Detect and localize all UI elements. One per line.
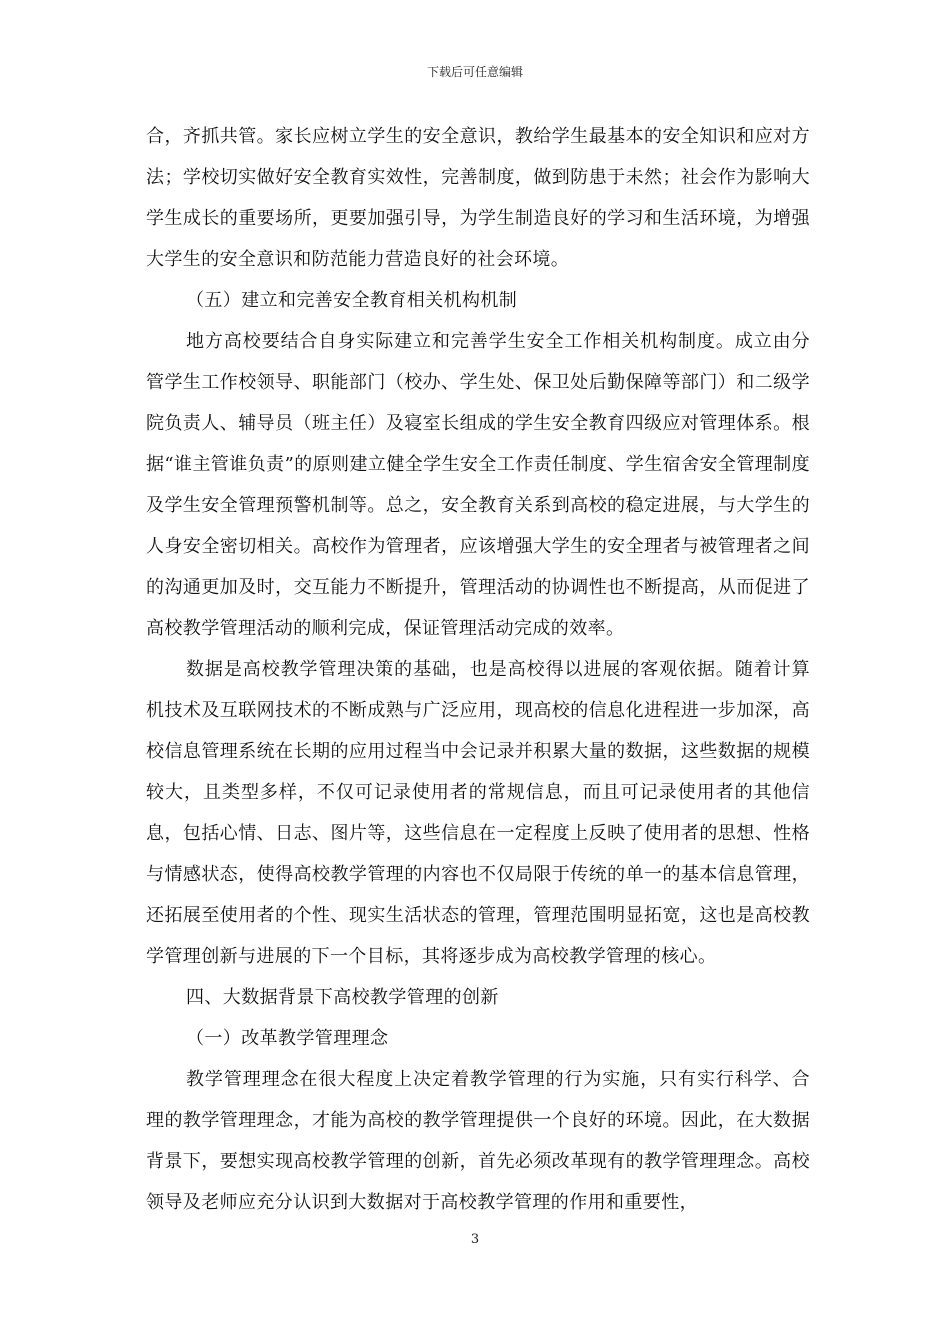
page-number: 3 <box>470 1232 480 1247</box>
subsection-heading-one: （一）改革教学管理理念 <box>186 1028 389 1049</box>
section-heading-five: （五）建立和完善安全教育相关机构机制 <box>186 290 518 311</box>
paragraph-institution-mechanism: 地方高校要结合自身实际建立和完善学生安全工作相关机构制度。成立由分管学生工作校领导、职能部门（校办、学生处、保卫处后勤保障等部门）和二级学院负责人、辅导员（班主任）及寝室长组成的学生安全教育四级应对管理体系。根据“谁主管谁负责”的原则建立健全学生安全工作责任制度、学生宿舍安全管理制度及学生安全管理预警机制等。总之，安全教育关系到高校的稳定进展，与大学生的人身安全密切相关。高校作为管理者，应该增强大学生的安全理者与被管理者之间的沟通更加及时，交互能力不断提升，管理活动的协调性也不断提高，从而促进了高校教学管理活动的顺利完成，保证管理活动完成的效率。 <box>146 331 810 639</box>
section-heading-four: 四、大数据背景下高校教学管理的创新 <box>186 987 499 1008</box>
paragraph-data-basis: 数据是高校教学管理决策的基础，也是高校得以进展的客观依据。随着计算机技术及互联网技术的不断成熟与广泛应用，现高校的信息化进程进一步加深，高校信息管理系统在长期的应用过程当中会记录并积累大量的数据，这些数据的规模较大，且类型多样，不仅可记录使用者的常规信息，而且可记录使用者的其他信息，包括心情、日志、图片等，这些信息在一定程度上反映了使用者的思想、性格与情感状态，使得高校教学管理的内容也不仅局限于传统的单一的基本信息管理，还拓展至使用者的个性、现实生活状态的管理，管理范围明显拓宽，这也是高校教学管理创新与进展的下一个目标，其将逐步成为高校教学管理的核心。 <box>146 659 810 967</box>
paragraph-continued: 合，齐抓共管。家长应树立学生的安全意识，教给学生最基本的安全知识和应对方法；学校切实做好安全教育实效性，完善制度，做到防患于未然；社会作为影响大学生成长的重要场所，更要加强引导，为学生制造良好的学习和生活环境，为增强大学生的安全意识和防范能力营造良好的社会环境。 <box>146 126 810 270</box>
paragraph-management-concept: 教学管理理念在很大程度上决定着教学管理的行为实施，只有实行科学、合理的教学管理理念，才能为高校的教学管理提供一个良好的环境。因此，在大数据背景下，要想实现高校教学管理的创新，首先必须改革现有的教学管理理念。高校领导及老师应充分认识到大数据对于高校教学管理的作用和重要性， <box>146 1069 810 1213</box>
page-header: 下载后可任意编辑 <box>426 65 523 79</box>
document-body <box>146 116 810 1223</box>
